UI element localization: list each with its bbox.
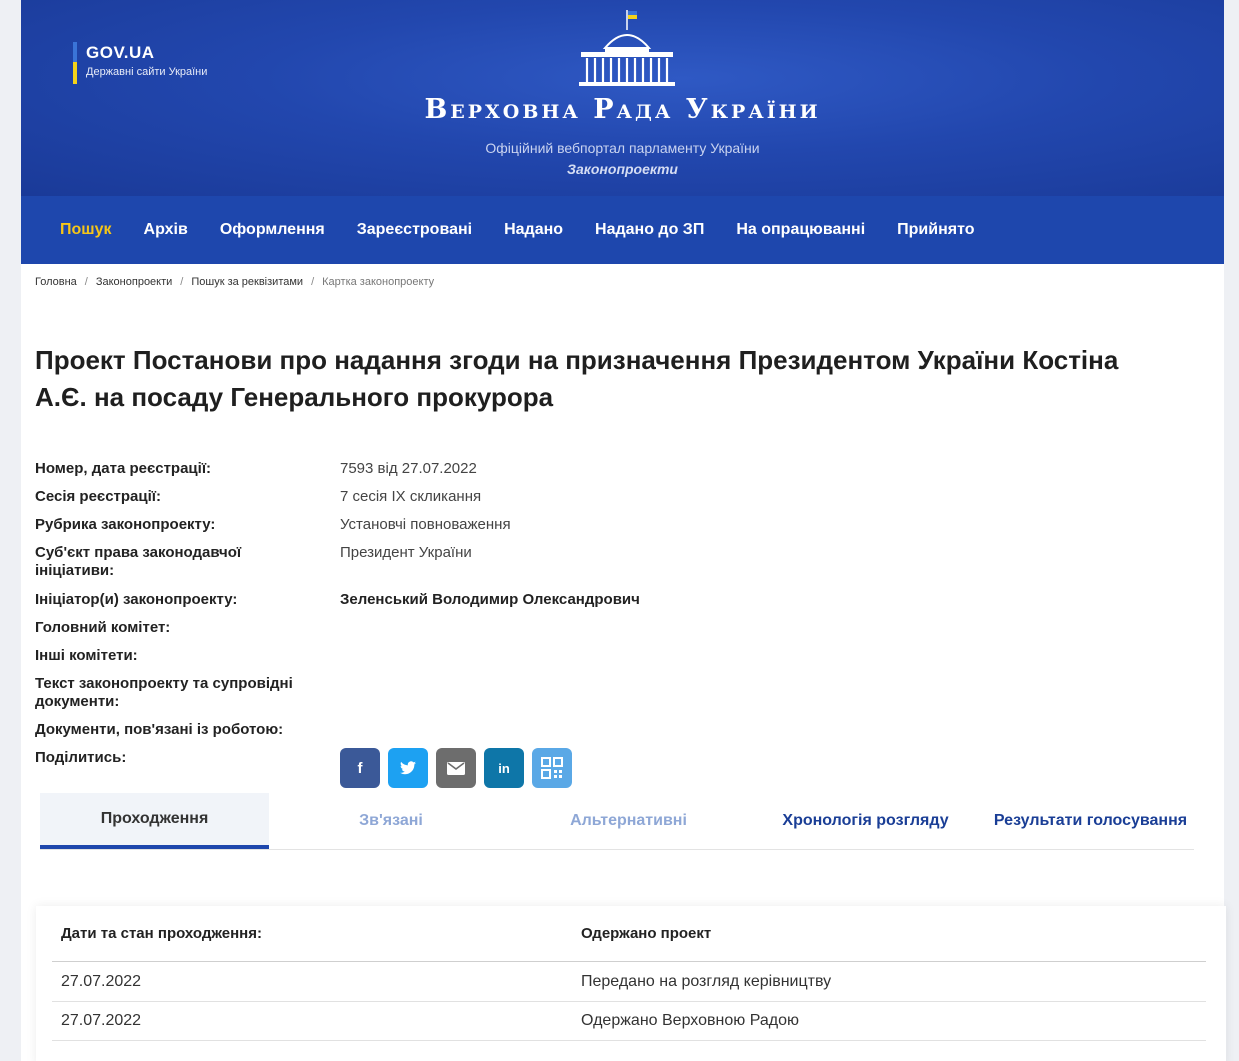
detail-label: Текст законопроекту та супровідні документи: (35, 675, 293, 710)
table-row (52, 1002, 1206, 1041)
detail-label: Поділитись: (35, 749, 127, 766)
facebook-share-button[interactable] (340, 748, 380, 788)
govua-link[interactable] (73, 42, 207, 80)
email-share-button[interactable] (436, 748, 476, 788)
row-status: Передано на розгляд керівництву (581, 973, 832, 990)
breadcrumb-separator: / (84, 276, 88, 288)
nav-item-drafting[interactable]: Оформлення (219, 221, 325, 238)
site-section-name: Законопроекти (567, 161, 678, 177)
nav-item-submitted[interactable]: Надано (504, 221, 564, 238)
detail-label: Інші комітети: (35, 647, 138, 664)
govua-flag-bar (73, 42, 77, 84)
linkedin-icon: in (498, 760, 510, 776)
detail-label: Суб'єкт права законодавчої ініціативи: (35, 544, 242, 579)
breadcrumb-bills[interactable]: Законопроекти (95, 276, 173, 288)
column-header-dates: Дати та стан проходження: (61, 925, 262, 942)
row-status: Одержано Верховною Радою (581, 1012, 799, 1029)
tabs-bar (40, 793, 1194, 850)
breadcrumb-home[interactable]: Головна (35, 276, 77, 288)
progress-table (36, 906, 1226, 1061)
row-date: 27.07.2022 (61, 973, 142, 990)
site-subtitle: Офіційний вебпортал парламенту України (485, 140, 760, 156)
tab-chronology[interactable]: Хронологія розгляду (782, 812, 949, 829)
tab-related[interactable]: Зв'язані (359, 812, 423, 829)
tab-progress[interactable]: Проходження (40, 793, 269, 849)
table-row (52, 963, 1206, 1002)
share-buttons (340, 748, 580, 788)
detail-label: Документи, пов'язані із роботою: (35, 721, 284, 738)
nav-item-registered[interactable]: Зареєстровані (356, 221, 473, 238)
linkedin-share-button[interactable] (484, 748, 524, 788)
nav-item-submitted-zp[interactable]: Надано до ЗП (595, 221, 705, 238)
page-title: Проект Постанови про надання згоди на призначення Президентом України Костіна А.Є. на посаду Генерального прокурора (35, 345, 1119, 412)
detail-value: 7593 від 27.07.2022 (340, 460, 477, 477)
tab-alternative[interactable]: Альтернативні (570, 812, 687, 829)
parliament-building-icon[interactable] (575, 8, 679, 88)
nav-item-in-processing[interactable]: На опрацюванні (736, 221, 866, 238)
detail-label: Рубрика законопроекту: (35, 516, 216, 533)
breadcrumb (35, 276, 434, 288)
breadcrumb-separator: / (180, 276, 184, 288)
breadcrumb-separator: / (311, 276, 315, 288)
qr-code-button[interactable] (532, 748, 572, 788)
nav-item-search[interactable]: Пошук (60, 221, 112, 238)
facebook-icon: f (357, 759, 363, 777)
row-date: 27.07.2022 (61, 1012, 142, 1029)
table-header (52, 906, 1206, 962)
govua-title: GOV.UA (86, 43, 155, 62)
breadcrumb-current: Картка законопроекту (322, 276, 435, 288)
email-icon (447, 762, 465, 775)
tab-voting-results[interactable]: Результати голосування (993, 812, 1188, 829)
govua-subtitle: Державні сайти України (86, 66, 208, 78)
detail-value: 7 сесія IX скликання (340, 488, 482, 505)
qr-code-icon (541, 757, 563, 779)
nav-item-archive[interactable]: Архів (143, 221, 188, 238)
detail-label: Сесія реєстрації: (35, 488, 161, 505)
detail-label: Номер, дата реєстрації: (35, 460, 212, 477)
detail-value: Президент України (340, 544, 472, 561)
nav-item-adopted[interactable]: Прийнято (897, 221, 975, 238)
twitter-share-button[interactable] (388, 748, 428, 788)
column-header-status: Одержано проект (581, 925, 712, 942)
site-title[interactable]: Верховна Рада України (424, 94, 821, 125)
twitter-icon (400, 761, 416, 775)
main-nav (21, 196, 1224, 264)
page (21, 0, 1224, 1061)
detail-value: Установчі повноваження (340, 516, 511, 533)
breadcrumb-search[interactable]: Пошук за реквізитами (191, 276, 304, 288)
site-header (21, 0, 1224, 196)
detail-label: Головний комітет: (35, 619, 171, 636)
initiator-link[interactable]: Зеленський Володимир Олександрович (340, 591, 640, 608)
detail-label: Ініціатор(и) законопроекту: (35, 591, 238, 608)
